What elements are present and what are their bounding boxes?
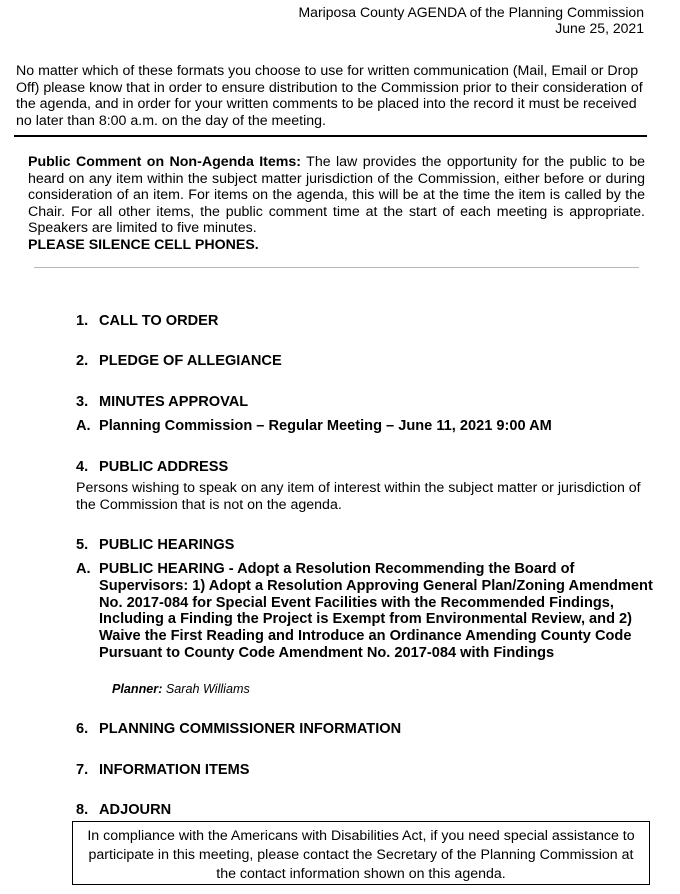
- item-title: PUBLIC HEARINGS: [99, 537, 235, 553]
- agenda-item-commissioner-info: [76, 721, 401, 738]
- item-number: 3.: [76, 394, 89, 410]
- item-title: INFORMATION ITEMS: [99, 762, 250, 778]
- item-number: 2.: [76, 353, 89, 369]
- planner-name: Sarah Williams: [165, 682, 250, 696]
- item-letter: A.: [76, 418, 91, 434]
- public-address-description: Persons wishing to speak on any item of interest within the subject matter or jurisdiction of the Commission that is not on the agenda.: [76, 480, 641, 513]
- divider-thin: [34, 267, 639, 268]
- agenda-item-public-address: [76, 459, 228, 476]
- item-number: 5.: [76, 537, 89, 553]
- divider-thick: [14, 135, 647, 137]
- planner-line: [112, 682, 250, 697]
- agenda-item-call-to-order: [76, 313, 218, 330]
- item-number: 7.: [76, 762, 89, 778]
- ada-notice-box: In compliance with the Americans with Disabilities Act, if you need special assistance to participate in this meeting, please contact the Secretary of the Planning Commission at the contact information shown on this agenda.: [72, 821, 650, 885]
- agenda-item-information-items: [76, 762, 250, 779]
- item-number: 8.: [76, 802, 89, 818]
- intro-paragraph: No matter which of these formats you choose to use for written communication (Mail, Email or Drop Off) please know that in order to ensure distribution to the Commission prior to their consideration of the agenda, and in order for your written comments to be placed into the record it must be received no later than 8:00 a.m. on the day of the meeting.: [16, 63, 643, 129]
- item-title: PUBLIC HEARING - Adopt a Resolution Recommending the Board of Supervisors: 1) Adopt a Resolution Approving General Plan/Zoning Amendment No. 2017-084 for Special Event Facilities with the Recommended Findings, Including a Finding the Project is Exempt from Environmental Review, and 2) Waive the First Reading and Introduce an Ordinance Amending County Code Pursuant to County Code Amendment No. 2017-084 with Findings: [99, 561, 653, 661]
- item-number: 4.: [76, 459, 89, 475]
- header-title: Mariposa County AGENDA of the Planning Commission: [298, 4, 644, 20]
- agenda-subitem-public-hearing: [76, 561, 656, 662]
- planner-label: Planner:: [112, 682, 163, 696]
- item-title: PUBLIC ADDRESS: [99, 459, 229, 475]
- item-title: PLANNING COMMISSIONER INFORMATION: [99, 721, 402, 737]
- item-title: MINUTES APPROVAL: [99, 394, 249, 410]
- item-title: ADJOURN: [99, 802, 172, 818]
- public-comment-block: [28, 154, 645, 254]
- item-number: 6.: [76, 721, 89, 737]
- agenda-item-pledge: [76, 353, 282, 370]
- header-date: June 25, 2021: [555, 20, 644, 36]
- public-comment-body: The law provides the opportunity for the public to be heard on any item within the subject matter jurisdiction of the Commission, either before or during consideration of an item. For items on the agenda, this will be at the time the item is called by the Chair. For all other items, the public comment time at the start of each meeting is appropriate. Speakers are limited to five minutes.: [28, 154, 645, 237]
- item-letter: A.: [76, 561, 91, 577]
- public-comment-label: Public Comment on Non-Agenda Items:: [28, 154, 302, 170]
- agenda-item-minutes-approval: [76, 394, 248, 411]
- item-title: CALL TO ORDER: [99, 313, 219, 329]
- item-number: 1.: [76, 313, 89, 329]
- agenda-item-adjourn: [76, 802, 171, 819]
- silence-phones-notice: PLEASE SILENCE CELL PHONES.: [28, 236, 259, 253]
- item-title: Planning Commission – Regular Meeting – June 11, 2021 9:00 AM: [99, 418, 552, 434]
- agenda-item-public-hearings: [76, 537, 234, 554]
- agenda-subitem-minutes: [76, 418, 552, 435]
- page-header: [299, 4, 645, 36]
- item-title: PLEDGE OF ALLEGIANCE: [99, 353, 282, 369]
